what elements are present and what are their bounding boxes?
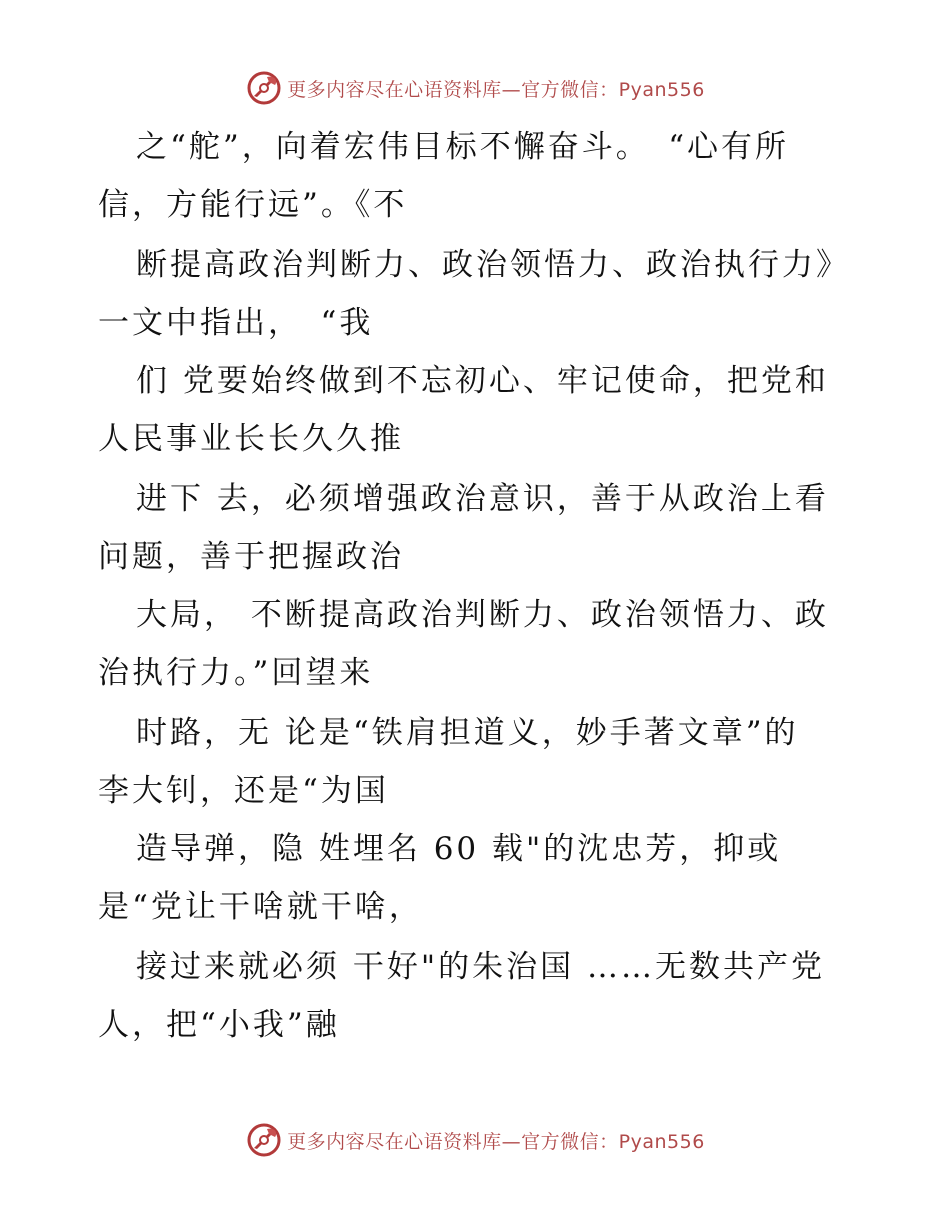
text-line: 接过来就必须 干好"的朱治国 ……无数共产党 <box>136 949 825 985</box>
text-line: 大局， 不断提高政治判断力、政治领悟力、政 <box>136 597 829 633</box>
text-line: 断提高政治判断力、政治领悟力、政治执行力》 <box>136 247 850 283</box>
text-line: 人，把“小我”融 <box>98 1007 340 1043</box>
text-line: 人民事业长长久久推 <box>98 421 404 457</box>
text-line: 李大钊，还是“为国 <box>98 773 389 809</box>
footer-banner-text: 更多内容尽在心语资料库—官方微信：Pyan556 <box>287 1130 705 1153</box>
quill-pen-circle-icon <box>245 69 283 107</box>
quill-pen-circle-icon <box>245 1121 283 1159</box>
text-line: 时路，无 论是“铁肩担道义，妙手著文章”的 <box>136 715 799 751</box>
text-line: 们 党要始终做到不忘初心、牢记使命，把党和 <box>136 363 829 399</box>
header-banner <box>0 66 950 110</box>
text-line: 治执行力。”回望来 <box>98 655 374 691</box>
header-banner-text: 更多内容尽在心语资料库—官方微信：Pyan556 <box>287 78 705 101</box>
text-line: 一文中指出， “我 <box>98 305 374 341</box>
text-line: 问题，善于把握政治 <box>98 539 404 575</box>
text-line: 信，方能行远”。《不 <box>98 187 408 223</box>
text-line: 造导弹，隐 姓埋名 60 载"的沈忠芳，抑或 <box>136 831 782 867</box>
text-line: 之“舵”，向着宏伟目标不懈奋斗。 “心有所 <box>136 129 790 165</box>
footer-banner <box>0 1118 950 1162</box>
text-line: 是“党让干啥就干啥， <box>98 889 423 925</box>
text-line: 进下 去，必须增强政治意识，善于从政治上看 <box>136 481 829 517</box>
